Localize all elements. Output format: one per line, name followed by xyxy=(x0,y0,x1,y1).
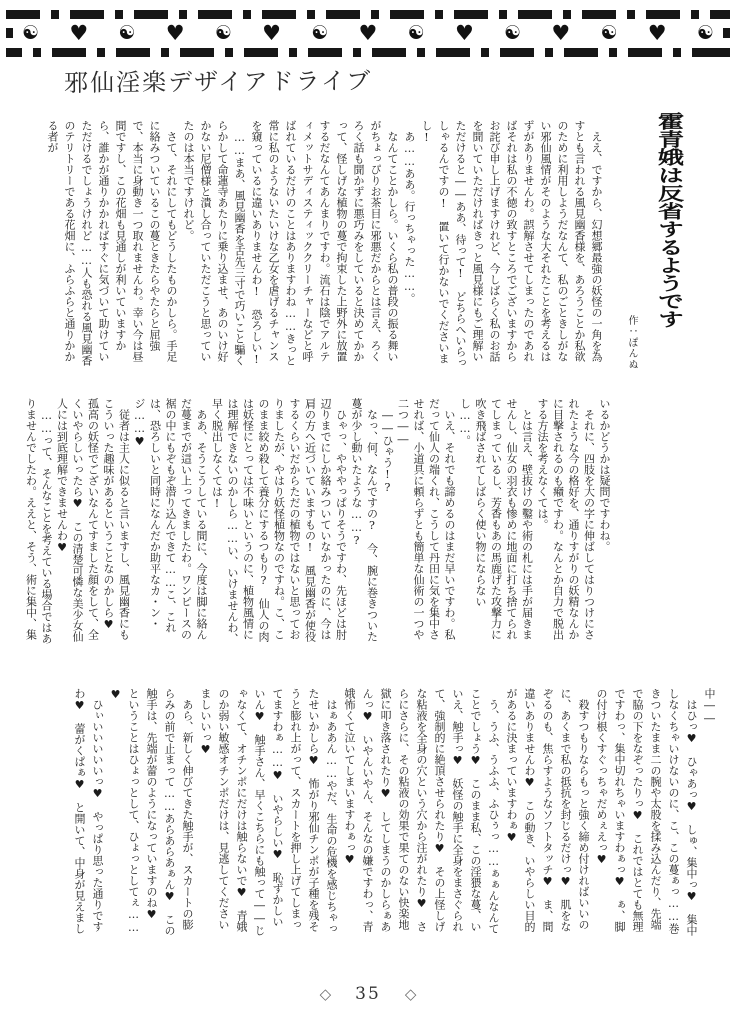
page-number: 35 xyxy=(355,984,381,1004)
story-title: 霍青娥は反省するようです xyxy=(653,112,685,328)
text-block-3 xyxy=(50,688,718,936)
text-block-1 xyxy=(46,120,605,368)
border-symbols xyxy=(6,19,730,48)
paragraph: う、うふ、うふふ、ふひぅっ……ぁぁんなんてことでしょう♥ このまま私、この淫猥な蔓、いいえ、触手っ♥ 妖怪の触手に全身をまさぐられて、強制的に絶頂させられたり♥ その上怪しげな粘液を全身の穴という穴から注がれたり♥ さらにさらに、その粘液の効果で果てのない快楽地獄に叩き落されたり♥ してしまうのかしらぁあんっ♥ いやんいやん、そんなの嫌ですわっ、青娥怖くて泣いてしまいますわぁっ♥ xyxy=(343,688,500,934)
heart-icon: ♥ xyxy=(262,21,281,45)
yin-yang-icon: ☯ xyxy=(311,22,329,44)
heart-icon: ♥ xyxy=(165,21,185,45)
paragraph: それに、四肢を大の字に伸ばしてはりつけにされたような今の格好を、通りすがりの妖精なんかに目撃されるのも癪ですわ。なんとか自力で脱出する方法を考えなくては。 xyxy=(536,398,596,640)
paragraph: ――ひゃう!? xyxy=(381,398,394,494)
paragraph: はひっ♥ ひゃあっ♥ しゅ、集中っ♥ 集中しなくちゃいけないのに、こ、この蔓ぁっ……巻きついたまま二の腕や太股を揉み込んだり、先端で脇の下をなぞったりっ♥ これではとても無理ですわっ、集中切れちゃいますわぁっ♥ ぁ、脚の付け根くすぐっちゃだめぇえっ♥ xyxy=(595,688,698,936)
paragraph: いえ、それでも諦めるのはまだ早いですわ。私だって仙人の端くれ、こうして丹田に気を集中させれば、小道具に頼らずとも簡単な仙術の一つや二つ―― xyxy=(396,398,456,640)
paragraph: ひゃっ、やややっぱりそうですわ、先ほどは肘辺りまでにしか絡みついていなかったのに、今は肩の方へ近づいていますもの! 風見幽香が使役するくらいだからただの植物ではないと思っておりましたが、やはり妖怪植物なのですね。こ、このまま絞め殺して養分にするつもり? 仙人の肉は妖怪にとっては不味いというのに、植物風情には理解できないのかしら……い、いけませんわ、早く脱出しなくては! xyxy=(210,398,348,644)
yin-yang-icon: ☯ xyxy=(118,22,136,44)
paragraph: 殺すつもりならもっと強く締め付ければいいのに、あくまで私の抵抗を封じるだけっ♥ 肌をなぞるのも、焦らすようなソフトタッチ♥ ま、間違いありませんわ♥ この動き、いやらしい目的があるに決まっていますわぁ♥ xyxy=(505,688,590,932)
decorative-border xyxy=(6,10,730,57)
page-footer xyxy=(0,986,736,1003)
paragraph: とは言え、壁抜けの鑿や術の札には手が届きませんし、仙女の羽衣も惨めに地面に打ち捨てられてしまっているし、芳香もあの馬鹿げた攻撃力に吹き飛ばされてしばらく使い物にならないし……。 xyxy=(458,398,534,640)
paragraph: 中―― xyxy=(703,688,716,725)
paragraph: ひぃいいいいいっ♥ やっぱり思った通りですわ♥ 蕾がくぱぁ♥ と開いて、中身が見えまし xyxy=(73,688,104,934)
text-block-2 xyxy=(24,398,612,646)
heart-icon: ♥ xyxy=(69,21,89,45)
paragraph: ああ、そうこうしている間に、今度は脚に絡んだ蔓までが這い上ってきましたわ。ワンピースの裾の中にもぞもぞ潜り込んできて……こ、これは、恐ろしいと同時になんだか助平なカ・ン・ジ……♥ xyxy=(133,398,208,640)
yin-yang-icon: ☯ xyxy=(696,22,714,44)
author-credit: 作：ぽんぬ xyxy=(626,315,637,370)
heart-icon: ♥ xyxy=(647,21,667,45)
paragraph: ……って、そんなことを考えている場合ではありませんでしたわ。ええと、そう、術に集中、集 xyxy=(24,398,53,644)
yin-yang-icon: ☯ xyxy=(22,22,40,44)
paragraph: はぁああん……やだ、生命の危機を感じちゃったせいかしら♥ 怖がり邪仙チンポが子種を残そうと膨れ上がって、スカートを押し上げてしまってますわぁ……♥ いやらしい♥ 恥ずかしいいん♥ 触手さん、早くこちらにも触って――じゃなくて、オチンポにだけは触らないで♥ 青娥のか弱い敏感オチンポだけは、見逃してくださいましいいっ♥ xyxy=(199,688,338,936)
diamond-icon: ◇ xyxy=(319,985,332,1003)
yin-yang-icon: ☯ xyxy=(407,22,425,44)
paragraph: 従者は主人に似ると言いますし、風見幽香にもこういった趣味があるということなのかしら♥ 孤高の妖怪でございなんてすました顔をして、全くいやらしいったら♥ この清楚可憐な美少女仙人には到底理解できませんわ♥ xyxy=(55,398,131,642)
heart-icon: ♥ xyxy=(358,21,378,45)
paragraph: ええ、ですから、幻想郷最強の妖怪の一角を為すとも言われる風見幽香様を、あろうことか私欲のために利用しようだなんて、私のごときしがない邪仙風情がそのような大それたことを考えるはずがありませんわ。誤解させてしまったのであればそれは私の不徳の致すところでございますからお詫び申し上げますけれど、今しばらく私のお話を聞いていただければきっと風見様にもご理解いただけると――ああ、待って! どちらへいらっしゃるんですの! 置いて行かないでくださいまし! xyxy=(420,120,603,368)
heart-icon: ♥ xyxy=(551,21,571,45)
yin-yang-icon: ☯ xyxy=(600,22,618,44)
yin-yang-icon: ☯ xyxy=(504,22,522,44)
series-title-handwritten: 邪仙淫楽デザイアドライブ xyxy=(63,66,373,98)
dashed-line-top xyxy=(6,10,730,19)
dashed-line-bottom xyxy=(6,48,730,57)
paragraph: さて、それにしてもどうしたものかしら。手足に絡みついているこの蔓ときたらやたらと屈強で、本当に身動き一つ取れませんわ。幸い今は昼間ですし、この花畑も見通しが利いていますから、誰かが通りかかればすぐに気づいて助けていただけるでしょうけれど……人も恐れる風見幽香のテリトリーである花畑に、ふらふらと通りかかる者が xyxy=(46,120,178,366)
paragraph: あ……ああ。行っちゃった……。 xyxy=(403,120,416,304)
paragraph: あら、新しく伸びてきた触手が、スカートの膨らみの前で止まって……あらあらあぁん♥ この触手は、先端が蕾のようになっていますのね♥ ということはひょっとして、ひょっとしてぇ……♥ xyxy=(109,688,194,936)
diamond-icon: ◇ xyxy=(404,985,417,1003)
paragraph: ……まあ、風見幽香を舌先三寸で巧いこと騙くらかして命蓮寺あたりに乗り込ませ、あのいけ好かない尼僧様と潰し合っていただこうと思っていたのは本当ですけれど。 xyxy=(182,120,246,366)
yin-yang-icon: ☯ xyxy=(214,22,232,44)
paragraph: なんてことかしら。いくら私の普段の振る舞いがちょっぴりお茶目に邪悪だからとは言え、ろくろく話も聞かずに悪巧みをしていると決めてかかって、怪しげな植物の蔓で拘束した上野外に放置するだなんてあんまりですわ。流石は陰でアルティメットサディスティッククリーチャーなどと呼ばれているだけのことはありますわね……きっと常に私のようないたいけな乙女を虐げるチャンスを窺っているに違いありませんわ! 恐ろしい! xyxy=(250,120,399,366)
heart-icon: ♥ xyxy=(454,21,474,45)
paragraph: いるかどうかは疑問ですわね。 xyxy=(598,398,611,552)
paragraph: なっ、何、なんですの? 今、腕に巻きついた蔓が少し動いたような……? xyxy=(350,398,379,642)
